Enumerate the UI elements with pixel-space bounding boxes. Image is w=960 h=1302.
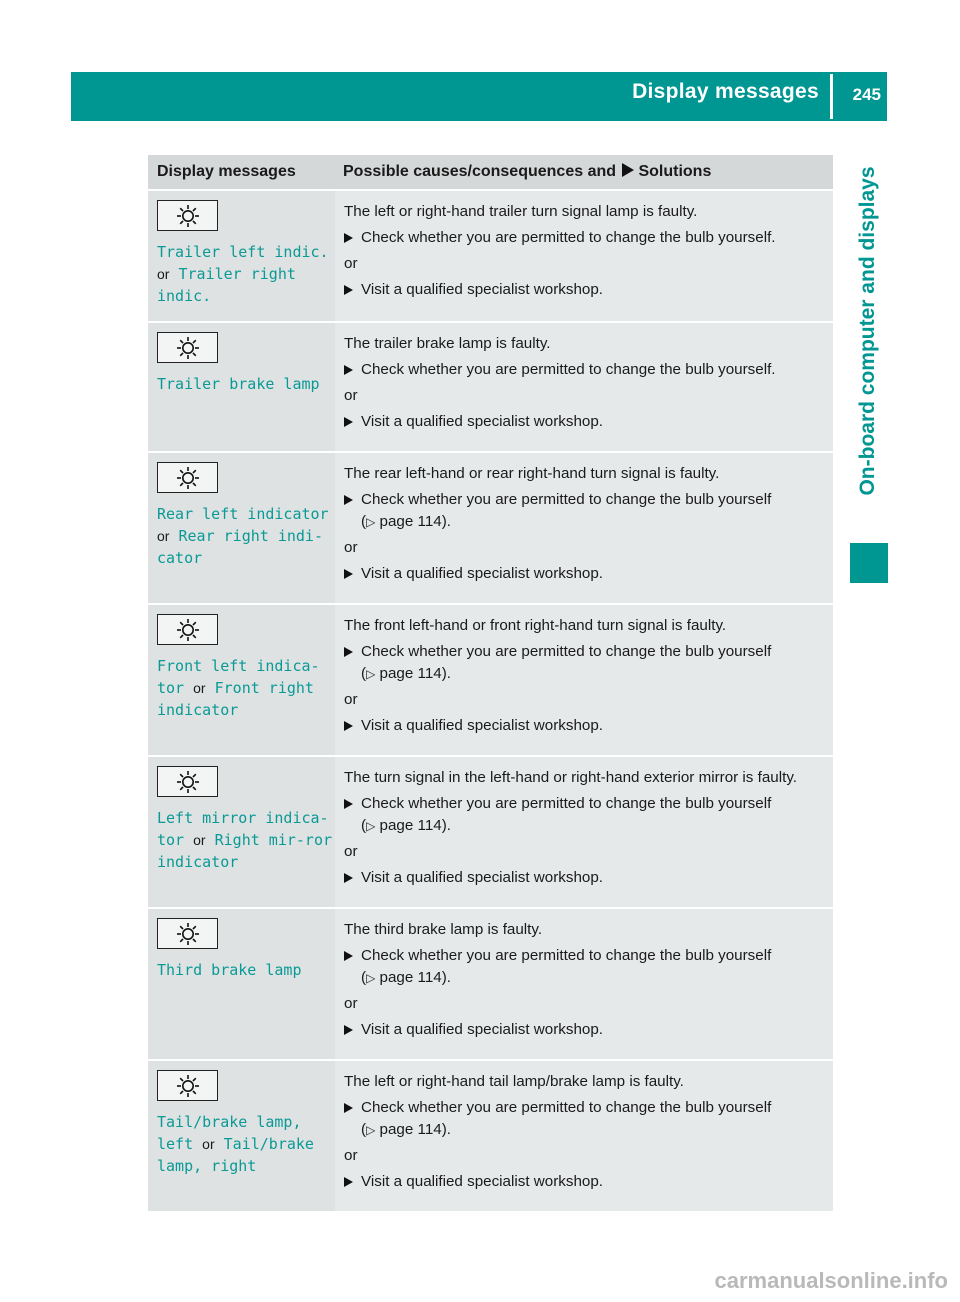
solution-step: [344, 945, 825, 989]
cause-text: The third brake lamp is faulty.: [344, 921, 543, 938]
triangle-arrow-icon: [344, 951, 353, 961]
page-reference-arrow-icon: ▷: [366, 667, 376, 681]
page-reference-text: page 114).: [379, 817, 452, 834]
solution-step: [344, 715, 825, 737]
solution-step: [344, 1097, 825, 1141]
triangle-arrow-icon: [344, 873, 353, 883]
solution-cell: [335, 321, 833, 451]
or-text: or: [344, 539, 358, 556]
display-message: [157, 807, 335, 873]
page-reference[interactable]: (▷ page 114).: [361, 513, 452, 530]
solution-cell: [335, 1059, 833, 1211]
message-cell: [148, 755, 335, 907]
message-text-alt: Rear right indi-cator: [157, 527, 323, 567]
table-row: [148, 907, 833, 1059]
triangle-arrow-icon: [344, 417, 353, 427]
page-reference-text: page 114).: [379, 513, 452, 530]
message-text-alt: Tail/brake lamp, right: [157, 1135, 314, 1175]
bulb-warning-icon: [157, 614, 218, 645]
triangle-arrow-icon: [344, 647, 353, 657]
solution-step: [344, 1019, 825, 1041]
side-tab-label: On-board computer and displays: [856, 166, 879, 496]
display-messages-table: [148, 155, 833, 1211]
page-reference-text: page 114).: [379, 1121, 452, 1138]
step-text: Visit a qualified specialist workshop.: [361, 869, 603, 886]
bulb-warning-icon: [157, 200, 218, 231]
page-reference[interactable]: (▷ page 114).: [361, 969, 452, 986]
table-row: [148, 1059, 833, 1211]
page-reference-arrow-icon: ▷: [366, 819, 376, 833]
triangle-arrow-icon: [344, 721, 353, 731]
message-text: Tail/brake lamp, left: [157, 1113, 302, 1153]
page-header: [71, 72, 887, 121]
step-text: Visit a qualified specialist workshop.: [361, 717, 603, 734]
bulb-warning-icon: [157, 766, 218, 797]
cause-text: The rear left-hand or rear right-hand turn signal is faulty.: [344, 465, 720, 482]
step-text: Visit a qualified specialist workshop.: [361, 281, 603, 298]
column-header-solutions: [335, 155, 833, 189]
step-text: Check whether you are permitted to change the bulb yourself: [361, 491, 772, 508]
solution-cell: [335, 451, 833, 603]
message-text-alt: Right mir-ror indicator: [157, 831, 333, 871]
table-row: [148, 603, 833, 755]
triangle-arrow-icon: [344, 1025, 353, 1035]
message-cell: [148, 321, 335, 451]
bulb-warning-icon: [157, 462, 218, 493]
solution-step: [344, 359, 825, 381]
message-text: Front left indica-tor: [157, 657, 320, 697]
table-row: [148, 321, 833, 451]
solution-step: [344, 489, 825, 533]
message-text: Trailer left indic.: [157, 243, 329, 261]
triangle-arrow-icon: [344, 365, 353, 375]
column-header-solutions-label: Solutions: [638, 163, 712, 180]
message-cell: [148, 603, 335, 755]
or-text: or: [344, 691, 358, 708]
solution-step: [344, 563, 825, 585]
header-title: Display messages: [632, 80, 819, 103]
column-header-messages: Display messages: [148, 155, 335, 189]
or-text: or: [344, 843, 358, 860]
bulb-warning-icon: [157, 918, 218, 949]
page-reference-arrow-icon: ▷: [366, 1123, 376, 1137]
triangle-arrow-icon: [344, 1177, 353, 1187]
solution-step: [344, 793, 825, 837]
triangle-arrow-icon: [344, 495, 353, 505]
solution-step: [344, 279, 825, 301]
table-row: [148, 755, 833, 907]
side-tab: [848, 121, 888, 541]
triangle-arrow-icon: [344, 799, 353, 809]
or-text: or: [344, 995, 358, 1012]
cause-text: The left or right-hand trailer turn signal lamp is faulty.: [344, 203, 698, 220]
page-reference[interactable]: (▷ page 114).: [361, 665, 452, 682]
watermark: carmanualsonline.info: [714, 1268, 948, 1293]
header-divider: [830, 74, 833, 119]
page-reference[interactable]: (▷ page 114).: [361, 1121, 452, 1138]
solution-step: [344, 227, 825, 249]
triangle-arrow-icon: [344, 285, 353, 295]
display-message: [157, 655, 335, 721]
cause-text: The trailer brake lamp is faulty.: [344, 335, 551, 352]
solution-cell: [335, 189, 833, 321]
solution-step: [344, 641, 825, 685]
triangle-arrow-icon: [344, 1103, 353, 1113]
bulb-warning-icon: [157, 332, 218, 363]
or-separator: or: [193, 680, 206, 696]
solution-step: [344, 867, 825, 889]
message-text-alt: Front right indicator: [157, 679, 314, 719]
step-text: Visit a qualified specialist workshop.: [361, 565, 603, 582]
step-text: Check whether you are permitted to change the bulb yourself: [361, 947, 772, 964]
column-header-causes: Possible causes/consequences and: [343, 163, 617, 180]
message-text: Rear left indicator: [157, 505, 329, 523]
triangle-arrow-icon: [344, 233, 353, 243]
or-text: or: [344, 255, 358, 272]
message-text: Trailer brake lamp: [157, 375, 320, 393]
step-text: Check whether you are permitted to change the bulb yourself: [361, 643, 772, 660]
display-message: [157, 1111, 335, 1177]
solution-cell: [335, 907, 833, 1059]
triangle-arrow-icon: [344, 569, 353, 579]
cause-text: The front left-hand or front right-hand turn signal is faulty.: [344, 617, 727, 634]
or-separator: or: [157, 528, 170, 544]
display-message: [157, 241, 335, 307]
step-text: Check whether you are permitted to change the bulb yourself.: [361, 361, 776, 378]
display-message: [157, 503, 335, 569]
step-text: Check whether you are permitted to change the bulb yourself.: [361, 229, 776, 246]
solution-cell: [335, 603, 833, 755]
solution-step: [344, 411, 825, 433]
step-text: Visit a qualified specialist workshop.: [361, 413, 603, 430]
page-reference-arrow-icon: ▷: [366, 971, 376, 985]
solution-cell: [335, 755, 833, 907]
step-text: Check whether you are permitted to change the bulb yourself: [361, 795, 772, 812]
step-text: Visit a qualified specialist workshop.: [361, 1173, 603, 1190]
display-message: [157, 373, 335, 395]
side-tab-marker: [850, 543, 888, 583]
or-text: or: [344, 1147, 358, 1164]
message-cell: [148, 189, 335, 321]
cause-text: The left or right-hand tail lamp/brake lamp is faulty.: [344, 1073, 684, 1090]
page-reference-text: page 114).: [379, 969, 452, 986]
page-reference-text: page 114).: [379, 665, 452, 682]
message-cell: [148, 451, 335, 603]
display-message: [157, 959, 335, 981]
solution-step: [344, 1171, 825, 1193]
table-header-row: [148, 155, 833, 189]
or-separator: or: [202, 1136, 215, 1152]
or-text: or: [344, 387, 358, 404]
message-cell: [148, 907, 335, 1059]
or-separator: or: [193, 832, 206, 848]
message-text: Left mirror indica-tor: [157, 809, 329, 849]
or-separator: or: [157, 266, 170, 282]
table-row: [148, 451, 833, 603]
page-reference[interactable]: (▷ page 114).: [361, 817, 452, 834]
page-number: 245: [852, 85, 881, 104]
triangle-arrow-icon: [622, 163, 634, 177]
message-text: Third brake lamp: [157, 961, 302, 979]
message-cell: [148, 1059, 335, 1211]
step-text: Check whether you are permitted to change the bulb yourself: [361, 1099, 772, 1116]
page-reference-arrow-icon: ▷: [366, 515, 376, 529]
cause-text: The turn signal in the left-hand or right-hand exterior mirror is faulty.: [344, 769, 798, 786]
bulb-warning-icon: [157, 1070, 218, 1101]
message-text-alt: Trailer right indic.: [157, 265, 296, 305]
table-row: [148, 189, 833, 321]
step-text: Visit a qualified specialist workshop.: [361, 1021, 603, 1038]
